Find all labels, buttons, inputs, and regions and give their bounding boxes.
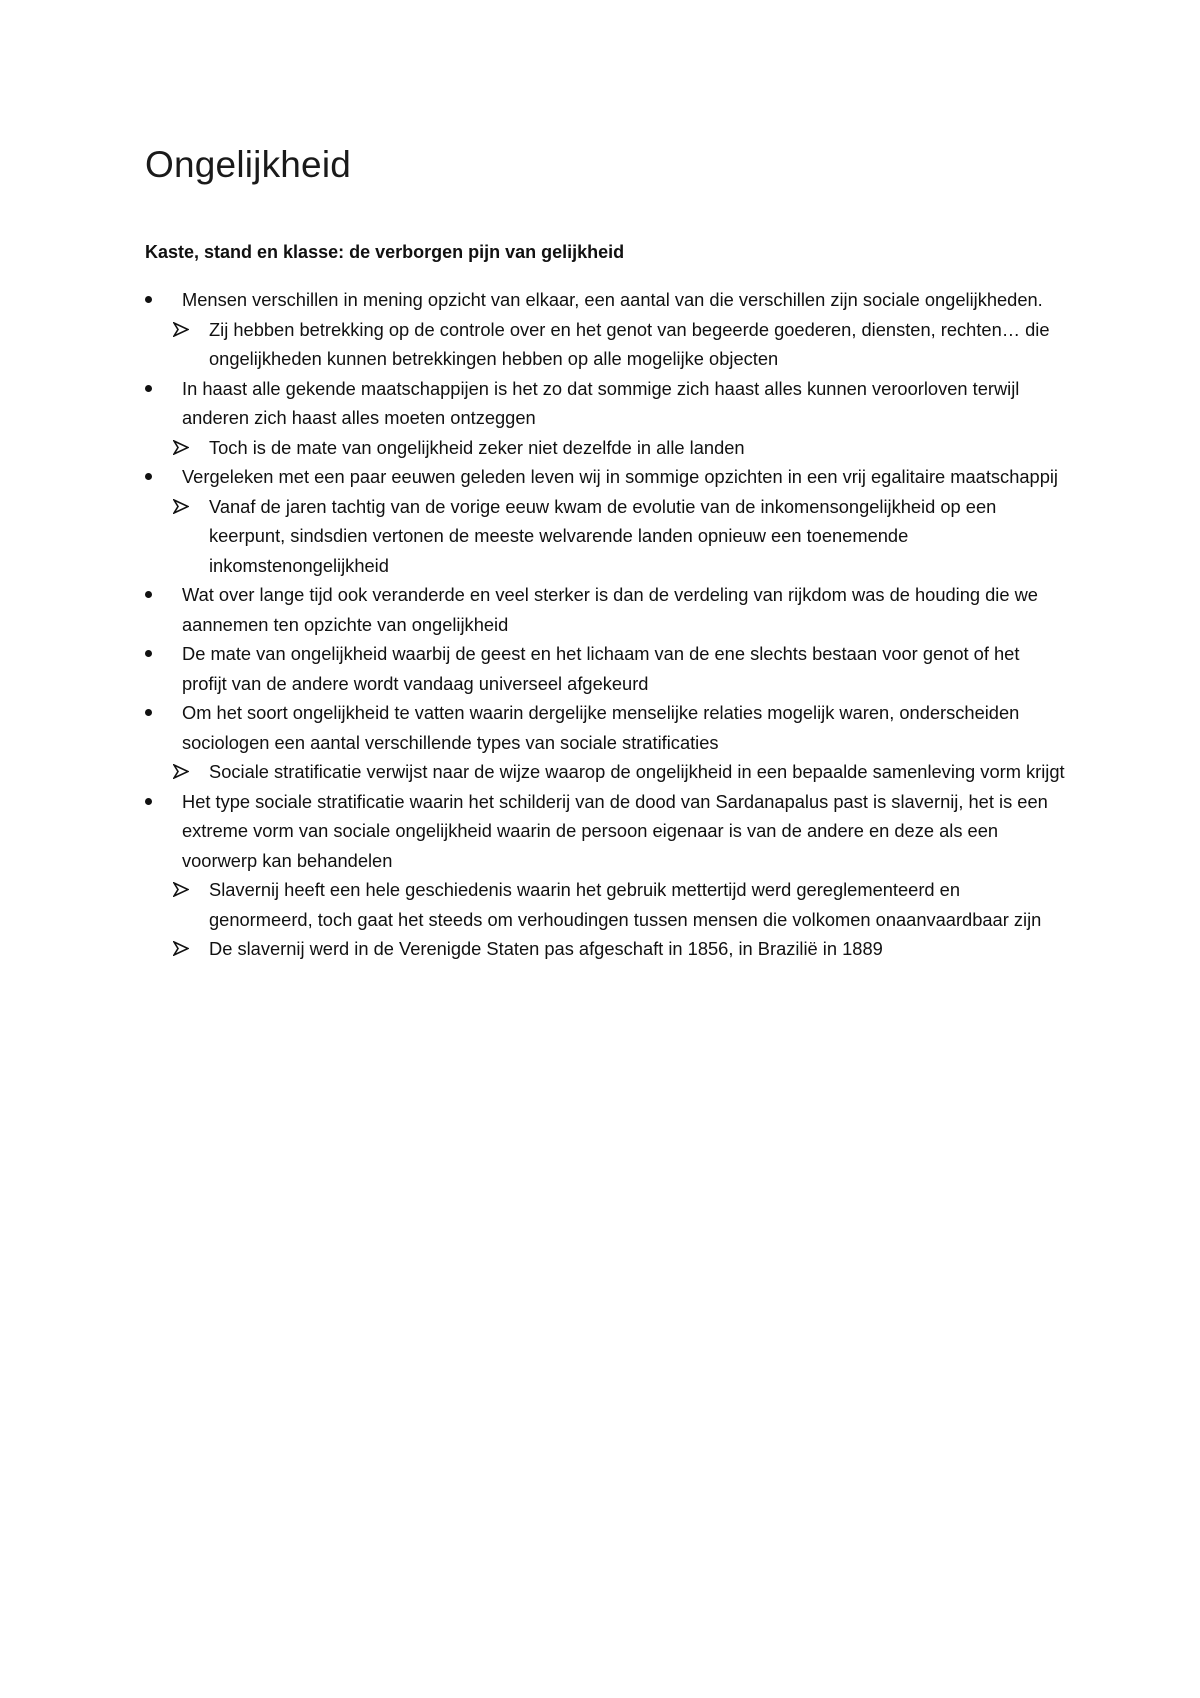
- sub-list-item-text: Sociale stratificatie verwijst naar de wijze waarop de ongelijkheid in een bepaalde samenleving vorm krijgt: [209, 761, 1065, 782]
- bullet-icon: [145, 798, 152, 805]
- list-item: [145, 285, 1065, 315]
- section-heading: Kaste, stand en klasse: de verborgen pijn van gelijkheid: [145, 242, 625, 262]
- sub-list-item: [145, 433, 1065, 463]
- bullet-icon: [145, 591, 152, 598]
- arrow-bullet-icon: [173, 757, 193, 779]
- list-item: [145, 374, 1065, 433]
- arrow-bullet-icon: [173, 934, 193, 956]
- list-item: [145, 698, 1065, 757]
- list-item: [145, 462, 1065, 492]
- page-title: Ongelijkheid: [145, 144, 352, 185]
- list-item-text: De mate van ongelijkheid waarbij de geest en het lichaam van de ene slechts bestaan voor genot of het profijt van de andere wordt vandaag universeel afgekeurd: [182, 643, 1020, 694]
- arrow-bullet-icon: [173, 433, 193, 455]
- bullet-icon: [145, 385, 152, 392]
- list-item: [145, 787, 1065, 876]
- sub-list: [145, 492, 1065, 581]
- sub-list-item-text: Slavernij heeft een hele geschiedenis waarin het gebruik mettertijd werd gereglementeerd en genormeerd, toch gaat het steeds om verhoudingen tussen mensen die volkomen onaanvaardbaar zijn: [209, 879, 1042, 930]
- list-item: [145, 580, 1065, 639]
- list-item: [145, 639, 1065, 698]
- list-item-text: Mensen verschillen in mening opzicht van elkaar, een aantal van die verschillen zijn sociale ongelijkheden.: [182, 289, 1043, 310]
- sub-list-item-text: Toch is de mate van ongelijkheid zeker niet dezelfde in alle landen: [209, 436, 745, 458]
- list-item-text: Wat over lange tijd ook veranderde en veel sterker is dan de verdeling van rijkdom was de houding die we aannemen ten opzichte van ongelijkheid: [182, 584, 1038, 635]
- sub-list-item: [145, 492, 1065, 581]
- sub-list-item-text: De slavernij werd in de Verenigde Staten pas afgeschaft in 1856, in Brazilië in 1889: [209, 938, 883, 959]
- sub-list-item: [145, 875, 1065, 934]
- sub-list-item-text: Vanaf de jaren tachtig van de vorige eeuw kwam de evolutie van de inkomensongelijkheid op een keerpunt, sindsdien vertonen de meeste welvarende landen opnieuw een toenemende inkomstenongelijkheid: [209, 495, 997, 576]
- sub-list-item: [145, 934, 1065, 964]
- sub-list: [145, 315, 1065, 374]
- list-item-text: In haast alle gekende maatschappijen is het zo dat sommige zich haast alles kunnen veroorloven terwijl anderen zich haast alles moeten ontzeggen: [182, 377, 1020, 428]
- arrow-bullet-icon: [173, 492, 193, 514]
- bullet-icon: [145, 709, 152, 716]
- sub-list-item: [145, 757, 1065, 787]
- bullet-icon: [145, 473, 152, 480]
- sub-list: [145, 875, 1065, 964]
- sub-list-item-text: Zij hebben betrekking op de controle over en het genot van begeerde goederen, diensten, rechten… die ongelijkheden kunnen betrekkingen hebben op alle mogelijke objecten: [209, 318, 1050, 369]
- bullet-icon: [145, 296, 152, 303]
- arrow-bullet-icon: [173, 315, 193, 337]
- sub-list: [145, 757, 1065, 787]
- sub-list: [145, 433, 1065, 463]
- list-item-text: Vergeleken met een paar eeuwen geleden leven wij in sommige opzichten in een vrij egalitaire maatschappij: [182, 466, 1058, 487]
- arrow-bullet-icon: [173, 875, 193, 897]
- list-item-text: Het type sociale stratificatie waarin het schilderij van de dood van Sardanapalus past is slavernij, het is een extreme vorm van sociale ongelijkheid waarin de persoon eigenaar is van de andere en deze als een voorwerp kan behandelen: [182, 790, 1048, 871]
- list-item-text: Om het soort ongelijkheid te vatten waarin dergelijke menselijke relaties mogelijk waren, onderscheiden sociologen een aantal verschillende types van sociale stratificaties: [182, 702, 1020, 753]
- bullet-list: [145, 285, 1065, 964]
- bullet-icon: [145, 650, 152, 657]
- sub-list-item: [145, 315, 1065, 374]
